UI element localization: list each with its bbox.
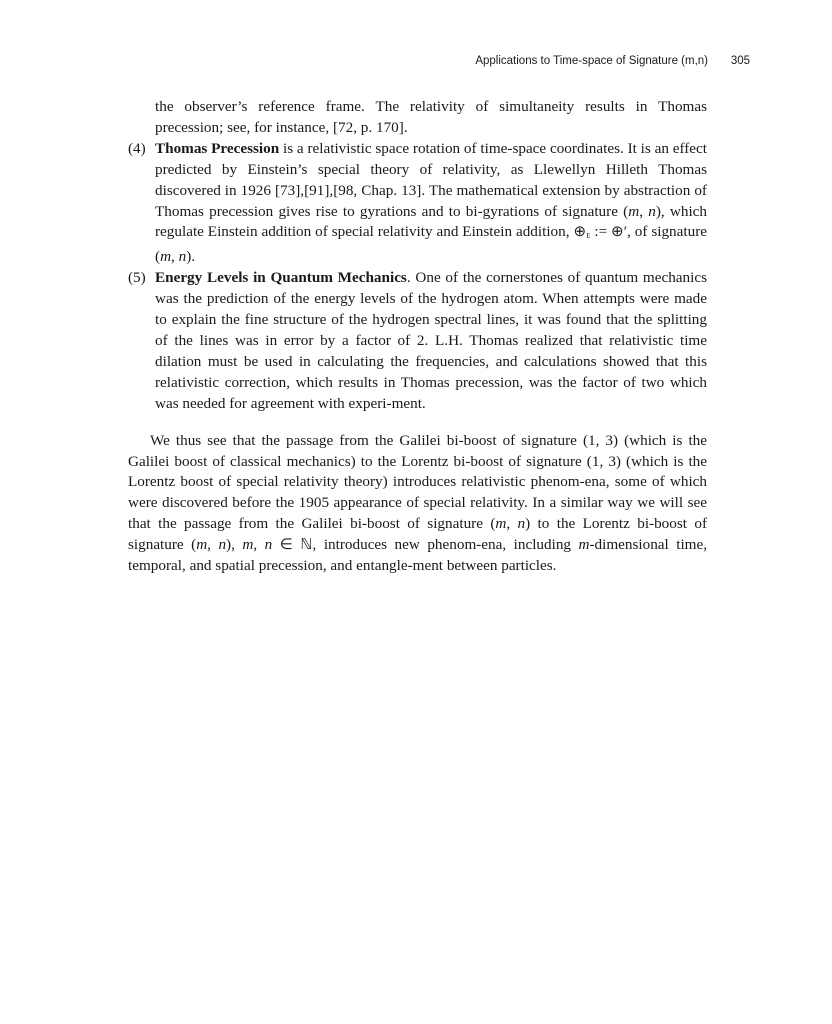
math-n: n <box>648 202 656 220</box>
list-item-label: (5) <box>128 269 146 287</box>
einstein-subscript: E <box>586 232 591 241</box>
closing-text: ) to the Lorentz bi-boost of signature ( <box>128 515 708 554</box>
closing-text: -dimensional time, temporal, and spatial precession, and entangle-ment between particles. <box>128 536 708 575</box>
math-n: n <box>178 248 187 266</box>
body-text <box>128 97 707 577</box>
list-item-label: (4) <box>128 139 146 157</box>
running-title: Applications to Time-space of Signature (m,n) <box>475 55 708 67</box>
math-comma: , <box>506 515 518 533</box>
math-m: m <box>628 202 640 220</box>
math-comma: , <box>253 536 265 554</box>
math-m: m <box>242 536 254 554</box>
term-energy-levels: Energy Levels in Quantum Mechanics <box>155 269 407 287</box>
term-thomas-precession: Thomas Precession <box>155 139 280 157</box>
item-text: . One of the cornerstones of quantum mechanics was the prediction of the energy levels of the hydrogen atom. When attempts were made to explain the fine structure of the hydrogen spectral lines, it was found that the splitting of the lines was in error by a factor of 2. L.H. Thomas realized that relativistic time dilation must be used in calculating the frequencies, and calculations showed that this relativistic correction, which results in Thomas precession, was the factor of two which was needed for agreement with experi-ment. <box>155 269 707 412</box>
closing-text: ), <box>226 536 243 554</box>
math-comma: , <box>639 202 649 220</box>
math-n: n <box>218 536 227 554</box>
closing-paragraph <box>128 431 707 577</box>
einstein-addition-symbol: ⊕ <box>573 223 587 241</box>
list-item-body <box>155 268 707 414</box>
continuation-paragraph: the observer’s reference frame. The relativity of simultaneity results in Thomas precession; see, for instance, [72, p. 170]. <box>155 98 707 136</box>
math-comma: , <box>171 248 179 266</box>
math-m: m <box>196 536 208 554</box>
math-n: n <box>264 536 273 554</box>
item-text: ). <box>186 248 196 266</box>
closing-text: ∈ ℕ, introduces new phenom-ena, including <box>272 536 579 554</box>
item-text: := ⊕′, of signature ( <box>155 223 708 266</box>
list-item-body <box>155 139 707 268</box>
math-m: m <box>160 248 172 266</box>
page-number: 305 <box>730 55 750 67</box>
list-item-thomas-precession <box>128 139 707 268</box>
running-head <box>128 55 750 71</box>
item-text: ), which regulate Einstein addition of special relativity and Einstein addition, <box>155 202 707 241</box>
item-text: is a relativistic space rotation of time-space coordinates. It is an effect predicted by Einstein’s special theory of relativity, as Llewellyn Hilleth Thomas discovered in 1926 [73],[91],[98, Chap. 13]. The mathematical extension by abstraction of Thomas precession gives rise to gyrations and to bi-gyrations of signature ( <box>155 139 708 220</box>
math-m: m <box>578 536 590 554</box>
math-n: n <box>517 515 526 533</box>
closing-text: We thus see that the passage from the Galilei bi-boost of signature (1, 3) (which is the Galilei boost of classical mechanics) to the Lorentz bi-boost of signature (1, 3) (which is the Lorentz boost of special relativity theory) introduces relativistic phenom-ena, some of which were discovered before the 1905 appearance of special relativity. In a similar way we will see that the passage from the Galilei bi-boost of signature ( <box>128 431 707 533</box>
math-comma: , <box>207 536 219 554</box>
math-m: m <box>495 515 507 533</box>
list-item-energy-levels <box>128 268 707 414</box>
